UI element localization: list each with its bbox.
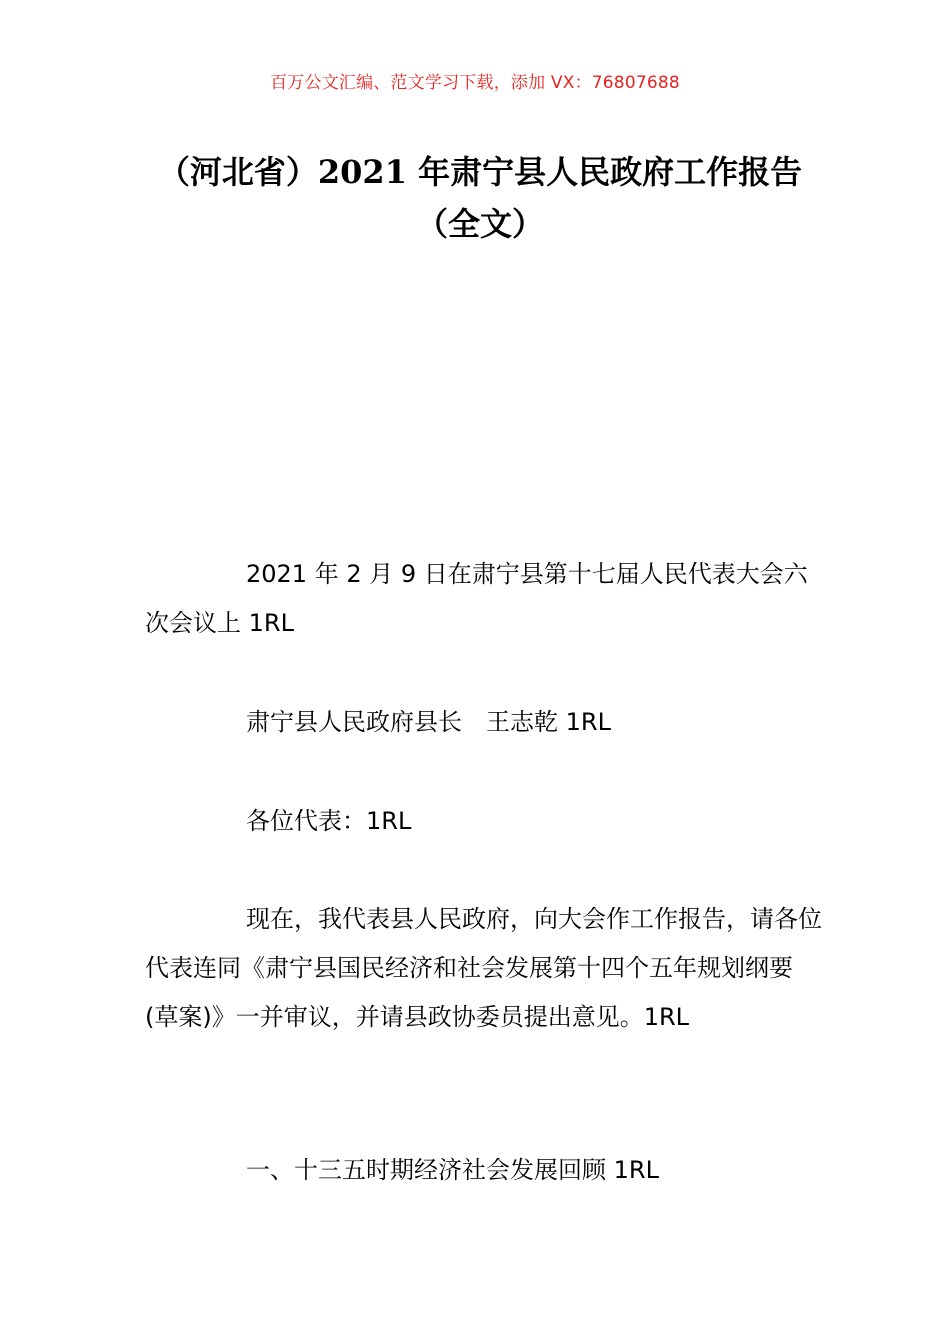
section-heading: 一、十三五时期经济社会发展回顾 1RL	[246, 1156, 659, 1184]
meeting-info-paragraph: 2021 年 2 月 9 日在肃宁县第十七届人民代表大会六次会议上 1RL	[145, 560, 808, 637]
document-title: （河北省）2021 年肃宁县人民政府工作报告（全文）	[157, 153, 803, 243]
header-note: 百万公文汇编、范文学习下载，添加 VX：76807688	[270, 73, 680, 93]
salutation: 各位代表：1RL	[246, 807, 412, 835]
intro-paragraph: 现在，我代表县人民政府，向大会作工作报告，请各位代表连同《肃宁县国民经济和社会发展第十四个五年规划纲要(草案)》一并审议，并请县政协委员提出意见。1RL	[145, 905, 822, 1031]
speaker-line: 肃宁县人民政府县长 王志乾 1RL	[246, 708, 611, 736]
